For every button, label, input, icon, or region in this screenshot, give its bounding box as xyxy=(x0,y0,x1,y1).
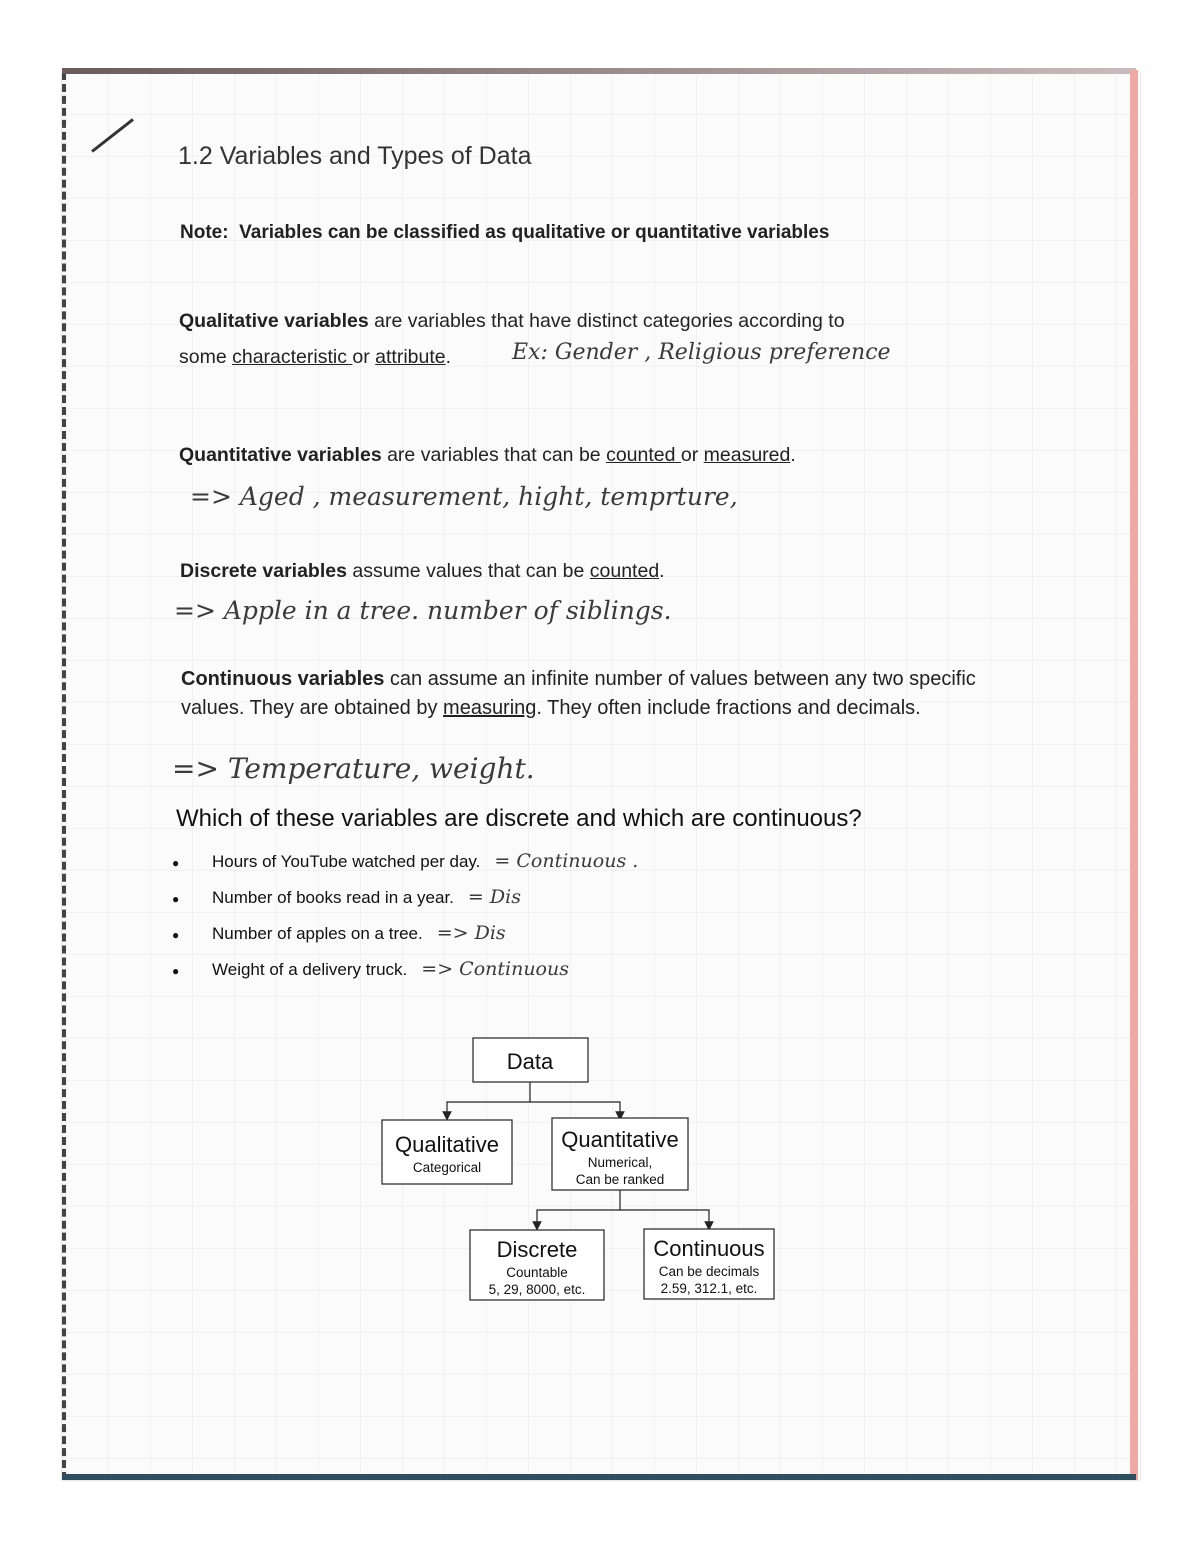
diagram-connector xyxy=(447,1082,530,1116)
diagram-label-data: Data xyxy=(506,1049,554,1074)
continuous-text-2-post: . They often include fractions and decimals. xyxy=(536,697,921,719)
continuous-text-1: can assume an infinite number of values between any two specific xyxy=(384,668,976,690)
discrete-text-pre: assume values that can be xyxy=(346,560,590,582)
underlined-counted-discrete: counted xyxy=(589,560,660,582)
bullet-icon: ● xyxy=(172,928,180,942)
page-right-edge xyxy=(1130,70,1138,1480)
discrete-line xyxy=(180,560,665,583)
list-item xyxy=(172,922,638,958)
diagram-label-qualitative: Qualitative xyxy=(395,1132,499,1157)
quantitative-text-pre: are variables that can be xyxy=(381,444,607,466)
quantitative-text-post: . xyxy=(790,444,796,466)
handwritten-answer: => Dis xyxy=(436,922,506,944)
question-list xyxy=(172,850,638,994)
continuous-term: Continuous variables xyxy=(181,668,385,690)
underlined-measured: measured xyxy=(703,444,791,466)
page-bottom-edge xyxy=(62,1474,1136,1480)
handwritten-answer: => Continuous xyxy=(421,958,569,980)
discrete-term: Discrete variables xyxy=(180,560,347,582)
bullet-icon: ● xyxy=(172,856,180,870)
list-item xyxy=(172,886,638,922)
note-label: Note: xyxy=(180,222,229,243)
question-item-text: Number of books read in a year. xyxy=(212,888,454,907)
handwritten-discrete-examples: => Apple in a tree. number of siblings. xyxy=(174,596,672,625)
qualitative-text-2-post: . xyxy=(445,346,452,368)
handwritten-qualitative-examples: Ex: Gender , Religious preference xyxy=(512,340,891,365)
bullet-icon: ● xyxy=(172,964,180,978)
diagram-label-continuous: Continuous xyxy=(653,1236,765,1261)
question-heading: Which of these variables are discrete and which are continuous? xyxy=(176,805,862,832)
discrete-text-post: . xyxy=(659,560,665,582)
quantitative-line xyxy=(179,444,796,467)
diagram-label-discrete: Discrete xyxy=(496,1237,578,1262)
qualitative-term: Qualitative variables xyxy=(179,310,369,332)
data-types-diagram xyxy=(370,1030,790,1310)
diagram-connector xyxy=(537,1190,620,1226)
underlined-characteristic: characteristic xyxy=(232,346,353,368)
quantitative-term: Quantitative variables xyxy=(179,444,382,466)
underlined-attribute: attribute xyxy=(375,346,446,368)
continuous-line-2 xyxy=(181,697,921,720)
list-item xyxy=(172,850,638,886)
page-title: 1.2 Variables and Types of Data xyxy=(178,142,532,170)
qualitative-text-2-mid: or xyxy=(352,346,376,368)
diagram-sub-continuous-2: 2.59, 312.1, etc. xyxy=(660,1281,758,1296)
page-top-edge xyxy=(62,68,1136,74)
question-item-text: Weight of a delivery truck. xyxy=(212,960,408,979)
question-item-text: Hours of YouTube watched per day. xyxy=(212,852,481,871)
qualitative-text-2-pre: some xyxy=(179,346,233,368)
diagram-connector xyxy=(620,1210,709,1226)
underlined-measuring: measuring xyxy=(443,697,537,719)
bullet-icon: ● xyxy=(172,892,180,906)
qualitative-line-2 xyxy=(179,346,451,369)
diagram-sub-quantitative-2: Can be ranked xyxy=(575,1172,665,1187)
qualitative-line-1 xyxy=(179,310,845,333)
continuous-text-2-pre: values. They are obtained by xyxy=(181,697,444,719)
diagram-sub-qualitative: Categorical xyxy=(412,1160,482,1175)
qualitative-text-1: are variables that have distinct categories according to xyxy=(368,310,845,332)
handwritten-quantitative-examples: => Aged , measurement, hight, temprture, xyxy=(190,482,738,511)
handwritten-continuous-examples: => Temperature, weight. xyxy=(172,752,535,785)
question-item-text: Number of apples on a tree. xyxy=(212,924,423,943)
handwritten-answer: = Dis xyxy=(467,886,521,908)
diagram-label-quantitative: Quantitative xyxy=(561,1127,679,1152)
diagram-sub-quantitative-1: Numerical, xyxy=(587,1155,653,1170)
underlined-counted: counted xyxy=(606,444,681,466)
diagram-sub-discrete-2: 5, 29, 8000, etc. xyxy=(488,1282,586,1297)
continuous-line-1 xyxy=(181,668,976,691)
diagram-sub-continuous-1: Can be decimals xyxy=(658,1264,760,1279)
note-line xyxy=(180,222,829,244)
diagram-connector xyxy=(530,1102,620,1116)
handwritten-answer: = Continuous . xyxy=(494,850,639,872)
diagram-sub-discrete-1: Countable xyxy=(506,1265,568,1280)
note-text: Variables can be classified as qualitative or quantitative variables xyxy=(239,222,830,243)
quantitative-text-mid: or xyxy=(680,444,704,466)
list-item xyxy=(172,958,638,994)
